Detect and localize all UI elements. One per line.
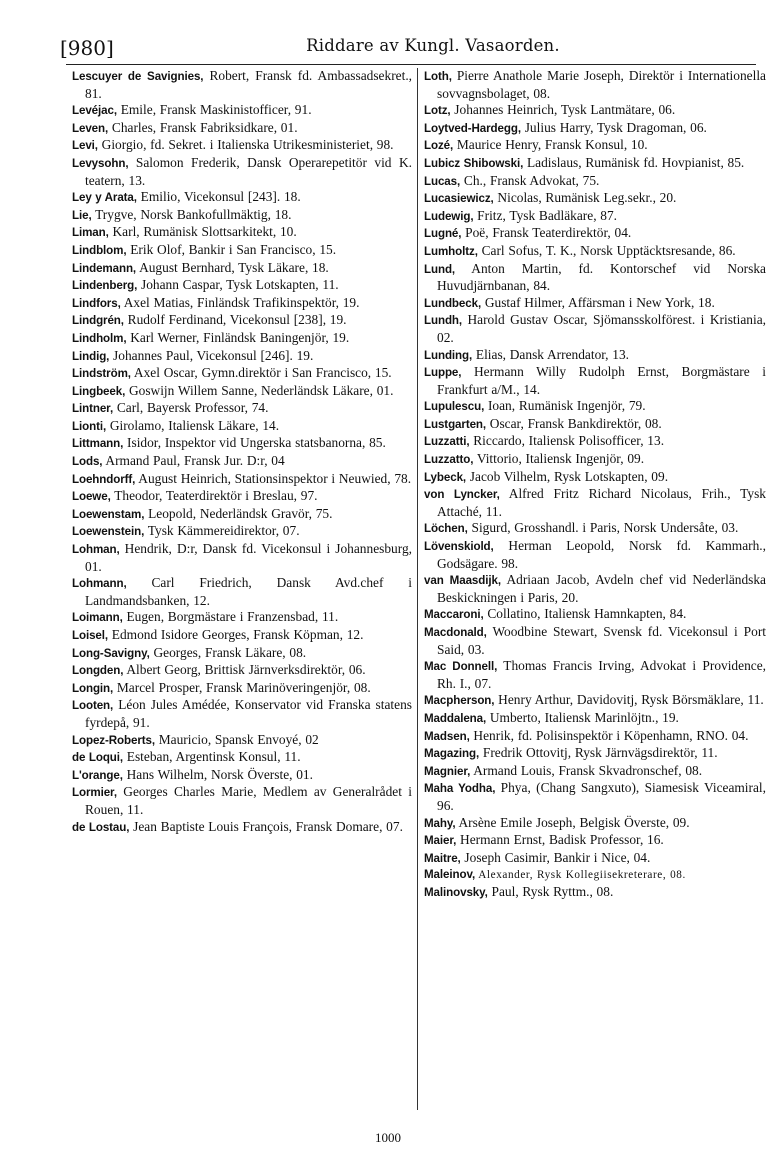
entry bbox=[424, 155, 766, 173]
entry-name: Maitre, bbox=[424, 851, 461, 865]
entry bbox=[72, 207, 412, 225]
entry bbox=[424, 832, 766, 850]
entry-name: Loewenstam, bbox=[72, 507, 145, 521]
entry-name: Loimann, bbox=[72, 611, 123, 625]
entry-name: Levi, bbox=[72, 139, 98, 153]
entry-name: Levysohn, bbox=[72, 156, 129, 170]
entry-text: Hendrik, D:r, Dansk fd. Vicekonsul i Johannesburg, 01. bbox=[85, 541, 412, 574]
entry bbox=[72, 260, 412, 278]
entry-text: Henry Arthur, Davidovitj, Rysk Börsmäklare, 11. bbox=[494, 692, 764, 708]
entry-text: Joseph Casimir, Bankir i Nice, 04. bbox=[460, 849, 651, 865]
entry-name: Lintner, bbox=[72, 402, 114, 416]
entry bbox=[72, 697, 412, 731]
entry-name: Loisel, bbox=[72, 629, 109, 642]
entry-text: Edmond Isidore Georges, Fransk Köpman, 12. bbox=[108, 627, 364, 642]
entry-name: Magnier, bbox=[424, 764, 471, 778]
entry-text: Umberto, Italiensk Marinlöjtn., 19. bbox=[486, 709, 679, 725]
entry-name: Levéjac, bbox=[72, 104, 117, 118]
entry-name: Lövenskiold, bbox=[424, 540, 494, 554]
entry bbox=[424, 225, 766, 243]
entry-text: August Bernhard, Tysk Läkare, 18. bbox=[136, 259, 329, 275]
entry bbox=[72, 435, 412, 453]
entry-name: Lindholm, bbox=[72, 331, 127, 345]
entry-text: Eugen, Borgmästare i Franzensbad, 11. bbox=[122, 609, 339, 625]
entry-text: Ladislaus, Rumänisk fd. Hovpianist, 85. bbox=[523, 154, 745, 170]
entry bbox=[424, 347, 766, 365]
entry-name: Lozé, bbox=[424, 139, 454, 153]
entry bbox=[424, 815, 766, 833]
entry-text: Anton Martin, fd. Kontorschef vid Norska Huvudjärnbanan, 84. bbox=[437, 260, 766, 294]
entry bbox=[424, 763, 766, 781]
entry-text: Theodor, Teaterdirektör i Breslau, 97. bbox=[110, 488, 318, 504]
entry bbox=[424, 364, 766, 398]
entry-text: Emile, Fransk Maskinistofficer, 91. bbox=[116, 102, 312, 118]
entry bbox=[424, 606, 766, 624]
entry-text: Nicolas, Rumänisk Leg.sekr., 20. bbox=[493, 190, 677, 206]
entry-text: Giorgio, fd. Sekret. i Italienska Utrikesministeriet, 98. bbox=[97, 137, 394, 153]
entry-text: Jean Baptiste Louis François, Fransk Domare, 07. bbox=[129, 818, 403, 834]
entry-text: Oscar, Fransk Bankdirektör, 08. bbox=[486, 415, 662, 431]
entry-text: Armand Louis, Fransk Skvadronschef, 08. bbox=[470, 762, 703, 778]
entry-text: Johann Caspar, Tysk Lotskapten, 11. bbox=[137, 277, 339, 293]
entry-name: Macdonald, bbox=[424, 626, 487, 639]
entry-text: Carl, Bayersk Professor, 74. bbox=[113, 400, 269, 416]
entry bbox=[424, 624, 766, 658]
entry-text: Arsène Emile Joseph, Belgisk Överste, 09. bbox=[455, 814, 690, 830]
entry-text: Ioan, Rumänisk Ingenjör, 79. bbox=[484, 398, 646, 414]
entry-text: Pierre Anathole Marie Joseph, Direktör i Internationella sovvagnsbolaget, 08. bbox=[437, 68, 766, 101]
entry bbox=[72, 609, 412, 627]
entry-text: Albert Georg, Brittisk Järnverksdirektör, 06. bbox=[123, 662, 366, 678]
entry bbox=[72, 541, 412, 575]
entry bbox=[424, 658, 766, 692]
entry bbox=[72, 627, 412, 645]
entry bbox=[424, 261, 766, 295]
entry-name: Ley y Arata, bbox=[72, 191, 137, 205]
entry-name: Lormier, bbox=[72, 786, 117, 800]
entry-text: Isidor, Inspektor vid Ungerska statsbanorna, 85. bbox=[123, 435, 386, 451]
entry bbox=[72, 453, 412, 471]
entry-text: Marcel Prosper, Fransk Marinöveringenjör, 08. bbox=[113, 679, 371, 695]
entry-name: Lopez-Roberts, bbox=[72, 733, 155, 747]
entry-name: Lohman, bbox=[72, 543, 120, 557]
page-number-bottom: 1000 bbox=[375, 1130, 401, 1145]
entry bbox=[424, 884, 766, 902]
entry-text: Charles, Fransk Fabriksidkare, 01. bbox=[108, 119, 298, 135]
entry-text: Phya, (Chang Sangxuto), Siamesisk Viceamiral, 96. bbox=[437, 780, 767, 813]
entry-name: Lohmann, bbox=[72, 577, 127, 591]
entry bbox=[424, 572, 766, 606]
entry bbox=[72, 471, 412, 489]
entry bbox=[424, 728, 766, 746]
entry-name: Lods, bbox=[72, 455, 103, 469]
entry bbox=[72, 680, 412, 698]
entry bbox=[424, 190, 766, 208]
entry-name: Littmann, bbox=[72, 437, 124, 451]
left-column bbox=[72, 68, 412, 836]
entry-text: Poë, Fransk Teaterdirektör, 04. bbox=[461, 225, 632, 241]
entry-text: August Heinrich, Stationsinspektor i Neuwied, 78. bbox=[135, 470, 412, 486]
entry bbox=[424, 520, 766, 538]
entry-name: Mac Donnell, bbox=[424, 660, 498, 674]
entry bbox=[72, 312, 412, 330]
entry-name: Madsen, bbox=[424, 729, 470, 743]
entry bbox=[424, 433, 766, 451]
entry bbox=[424, 486, 766, 520]
entry-text: Alfred Fritz Richard Nicolaus, Frih., Tysk Attaché, 11. bbox=[437, 486, 766, 519]
entry-name: Lunding, bbox=[424, 348, 473, 362]
entry-name: van Maasdijk, bbox=[424, 574, 501, 588]
entry-name: Leven, bbox=[72, 121, 109, 135]
entry-name: Luppe, bbox=[424, 366, 462, 380]
entry-text: Léon Jules Amédée, Konservator vid Franska statens fyrdepå, 91. bbox=[85, 697, 412, 730]
entry bbox=[424, 120, 766, 138]
entry-text: Johannes Heinrich, Tysk Lantmätare, 06. bbox=[450, 102, 676, 118]
entry bbox=[424, 451, 766, 469]
entry bbox=[424, 68, 766, 102]
entry-text: Hermann Willy Rudolph Ernst, Borgmästare i Frankfurt a/M., 14. bbox=[437, 364, 766, 397]
entry-name: Luzzatti, bbox=[424, 435, 470, 449]
entry bbox=[424, 312, 766, 346]
entry bbox=[424, 102, 766, 120]
entry-text: Karl Werner, Finländsk Baningenjör, 19. bbox=[126, 329, 350, 345]
entry-text: Axel Oscar, Gymn.direktör i San Francisco, 15. bbox=[130, 365, 392, 381]
page-title: Riddare av Kungl. Vasaorden. bbox=[306, 36, 560, 55]
entry bbox=[72, 120, 412, 138]
entry bbox=[424, 243, 766, 261]
entry-name: Malinovsky, bbox=[424, 885, 488, 899]
entry-name: Maier, bbox=[424, 834, 457, 848]
entry-text: Maurice Henry, Fransk Konsul, 10. bbox=[453, 137, 648, 153]
entry-text: Harold Gustav Oscar, Sjömansskolförest. i Kristiania, 02. bbox=[437, 312, 766, 345]
entry-name: Maddalena, bbox=[424, 711, 487, 725]
entry bbox=[72, 575, 412, 609]
entry-text: Thomas Francis Irving, Advokat i Providence, Rh. I., 07. bbox=[437, 658, 766, 691]
entry-name: Lindemann, bbox=[72, 261, 137, 275]
entry-text: Fredrik Ottovitj, Rysk Järnvägsdirektör, 11. bbox=[479, 745, 718, 761]
entry bbox=[424, 398, 766, 416]
entry-name: Lumholtz, bbox=[424, 244, 478, 258]
entry-text: Karl, Rumänisk Slottsarkitekt, 10. bbox=[108, 224, 297, 240]
entry-name: Lingbeek, bbox=[72, 384, 126, 398]
entry bbox=[72, 383, 412, 401]
entry-text: Erik Olof, Bankir i San Francisco, 15. bbox=[126, 241, 337, 257]
entry-text: Alexander, Rysk Kollegiisekreterare, 08. bbox=[475, 869, 686, 882]
entry bbox=[424, 416, 766, 434]
entry bbox=[72, 330, 412, 348]
entry-name: Lundh, bbox=[424, 314, 463, 328]
entry-name: Lupulescu, bbox=[424, 400, 485, 414]
entry-text: Salomon Frederik, Dansk Operarepetitör vid K. teatern, 13. bbox=[85, 154, 412, 188]
entry-name: Lundbeck, bbox=[424, 296, 482, 310]
entry-name: Lund, bbox=[424, 262, 456, 276]
entry-text: Paul, Rysk Ryttm., 08. bbox=[487, 883, 614, 899]
entry bbox=[424, 710, 766, 728]
entry-text: Elias, Dansk Arrendator, 13. bbox=[472, 346, 630, 362]
entry-name: Lie, bbox=[72, 208, 92, 222]
entry-text: Tysk Kämmereidirektor, 07. bbox=[144, 523, 300, 539]
entry bbox=[424, 469, 766, 487]
entry-text: Gustaf Hilmer, Affärsman i New York, 18. bbox=[481, 294, 715, 310]
entry-name: Lescuyer de Savignies, bbox=[72, 70, 204, 83]
entry-name: Looten, bbox=[72, 699, 114, 713]
entry-name: de Loqui, bbox=[72, 751, 124, 765]
entry-name: Longden, bbox=[72, 664, 124, 678]
entry bbox=[72, 224, 412, 242]
entry-name: Loewenstein, bbox=[72, 525, 145, 539]
entry-name: Maha Yodha, bbox=[424, 782, 496, 796]
right-column bbox=[424, 68, 766, 902]
entry bbox=[72, 68, 412, 102]
entry bbox=[424, 173, 766, 191]
entry-text: Woodbine Stewart, Svensk fd. Vicekonsul i Port Said, 03. bbox=[437, 624, 766, 657]
entry-text: Hans Wilhelm, Norsk Överste, 01. bbox=[122, 766, 313, 782]
entry-text: Collatino, Italiensk Hamnkapten, 84. bbox=[483, 606, 687, 622]
entry bbox=[72, 749, 412, 767]
entry-name: de Lostau, bbox=[72, 820, 130, 834]
entry-name: Luzzatto, bbox=[424, 453, 474, 467]
entry-text: Johannes Paul, Vicekonsul [246]. 19. bbox=[109, 347, 314, 363]
entry-name: Loytved-Hardegg, bbox=[424, 121, 521, 135]
entry-text: Girolamo, Italiensk Läkare, 14. bbox=[106, 417, 280, 433]
entry-text: Vittorio, Italiensk Ingenjör, 09. bbox=[473, 451, 645, 467]
entry-name: Macpherson, bbox=[424, 694, 495, 708]
entry bbox=[424, 137, 766, 155]
entry-name: Lugné, bbox=[424, 227, 462, 241]
entry bbox=[72, 418, 412, 436]
entry-name: Lindblom, bbox=[72, 243, 127, 257]
entry-text: Robert, Fransk fd. Ambassadsekret., 81. bbox=[85, 68, 413, 101]
entry bbox=[72, 732, 412, 750]
entry bbox=[72, 523, 412, 541]
entry bbox=[72, 784, 412, 818]
entry-name: Liman, bbox=[72, 226, 109, 240]
entry bbox=[72, 137, 412, 155]
entry-name: Longin, bbox=[72, 681, 114, 695]
column-divider bbox=[417, 68, 418, 1110]
entry-text: Jacob Vilhelm, Rysk Lotskapten, 09. bbox=[466, 468, 669, 484]
entry-text: Sigurd, Grosshandl. i Paris, Norsk Undersåte, 03. bbox=[467, 520, 739, 536]
entry-text: Fritz, Tysk Badläkare, 87. bbox=[473, 207, 618, 223]
entry-name: Lindenberg, bbox=[72, 279, 138, 293]
entry-name: Lustgarten, bbox=[424, 417, 487, 431]
entry-name: Mahy, bbox=[424, 816, 456, 830]
entry-name: Löchen, bbox=[424, 522, 468, 536]
entry-text: Goswijn Willem Sanne, Nederländsk Läkare, 01. bbox=[125, 382, 394, 398]
entry-text: Henrik, fd. Polisinspektör i Köpenhamn, RNO. 04. bbox=[469, 727, 749, 743]
entry-name: Lucas, bbox=[424, 174, 461, 188]
entry-name: Loewe, bbox=[72, 490, 111, 504]
entry-text: Georges Charles Marie, Medlem av Generalrådet i Rouen, 11. bbox=[85, 784, 412, 817]
entry bbox=[424, 867, 766, 884]
entry-name: Magazing, bbox=[424, 747, 480, 761]
entry bbox=[424, 692, 766, 710]
entry-name: Loehndorff, bbox=[72, 472, 136, 486]
entry-name: Lybeck, bbox=[424, 470, 467, 484]
entry bbox=[72, 662, 412, 680]
entry-name: Ludewig, bbox=[424, 209, 474, 223]
entry bbox=[424, 850, 766, 868]
entry bbox=[72, 242, 412, 260]
entry-text: Mauricio, Spansk Envoyé, 02 bbox=[154, 731, 319, 747]
entry-name: Maccaroni, bbox=[424, 608, 484, 622]
entry-text: Riccardo, Italiensk Polisofficer, 13. bbox=[469, 433, 665, 449]
entry-text: Leopold, Nederländsk Gravör, 75. bbox=[144, 505, 333, 521]
entry-text: Adriaan Jacob, Avdeln chef vid Nederländska Beskickningen i Paris, 20. bbox=[437, 572, 767, 605]
entry bbox=[72, 767, 412, 785]
entry-text: Georges, Fransk Läkare, 08. bbox=[149, 644, 307, 660]
entry bbox=[424, 295, 766, 313]
entry bbox=[424, 745, 766, 763]
entry bbox=[72, 645, 412, 663]
entry-name: Lindig, bbox=[72, 349, 110, 363]
entry-text: Esteban, Argentinsk Konsul, 11. bbox=[123, 749, 301, 765]
entry-text: Herman Leopold, Norsk fd. Kammarh., Godsägare. 98. bbox=[437, 538, 766, 571]
entry-name: Lucasiewicz, bbox=[424, 192, 494, 206]
entry-name: L'orange, bbox=[72, 768, 123, 782]
entry bbox=[424, 208, 766, 226]
entry bbox=[72, 102, 412, 120]
entry-name: Lubicz Shibowski, bbox=[424, 156, 524, 170]
entry-text: Julius Harry, Tysk Dragoman, 06. bbox=[520, 119, 707, 135]
entry-name: Lindström, bbox=[72, 367, 131, 381]
entry-text: Armand Paul, Fransk Jur. D:r, 04 bbox=[102, 453, 285, 469]
entry bbox=[424, 538, 766, 572]
entry bbox=[72, 488, 412, 506]
entry bbox=[72, 189, 412, 207]
entry bbox=[72, 295, 412, 313]
entry-text: Hermann Ernst, Badisk Professor, 16. bbox=[456, 832, 664, 848]
entry bbox=[72, 348, 412, 366]
entry-text: Ch., Fransk Advokat, 75. bbox=[460, 172, 600, 188]
header-rule bbox=[66, 64, 756, 65]
entry-text: Carl Sofus, T. K., Norsk Upptäcktsresande, 86. bbox=[477, 242, 736, 258]
entry bbox=[72, 365, 412, 383]
entry bbox=[72, 155, 412, 189]
entry-name: Lotz, bbox=[424, 104, 451, 118]
entry-name: Loth, bbox=[424, 70, 452, 83]
entry-name: Lionti, bbox=[72, 419, 107, 433]
entry-text: Emilio, Vicekonsul [243]. 18. bbox=[136, 189, 301, 205]
entry-name: von Lyncker, bbox=[424, 488, 500, 502]
entry bbox=[72, 506, 412, 524]
page-number-top: [980] bbox=[60, 36, 114, 60]
entry-name: Maleinov, bbox=[424, 868, 476, 882]
entry bbox=[72, 400, 412, 418]
entry-name: Long-Savigny, bbox=[72, 646, 150, 660]
page-header bbox=[60, 22, 756, 66]
entry bbox=[72, 819, 412, 837]
entry bbox=[424, 780, 766, 814]
entry-text: Carl Friedrich, Dansk Avd.chef i Landmandsbanken, 12. bbox=[85, 575, 412, 608]
entry-name: Lindgrén, bbox=[72, 314, 124, 328]
entry-text: Trygve, Norsk Bankofullmäktig, 18. bbox=[91, 206, 292, 222]
entry-text: Axel Matias, Finländsk Trafikinspektör, 19. bbox=[120, 294, 360, 310]
entry-name: Lindfors, bbox=[72, 296, 121, 310]
entry-text: Rudolf Ferdinand, Vicekonsul [238], 19. bbox=[123, 312, 347, 328]
entry bbox=[72, 277, 412, 295]
